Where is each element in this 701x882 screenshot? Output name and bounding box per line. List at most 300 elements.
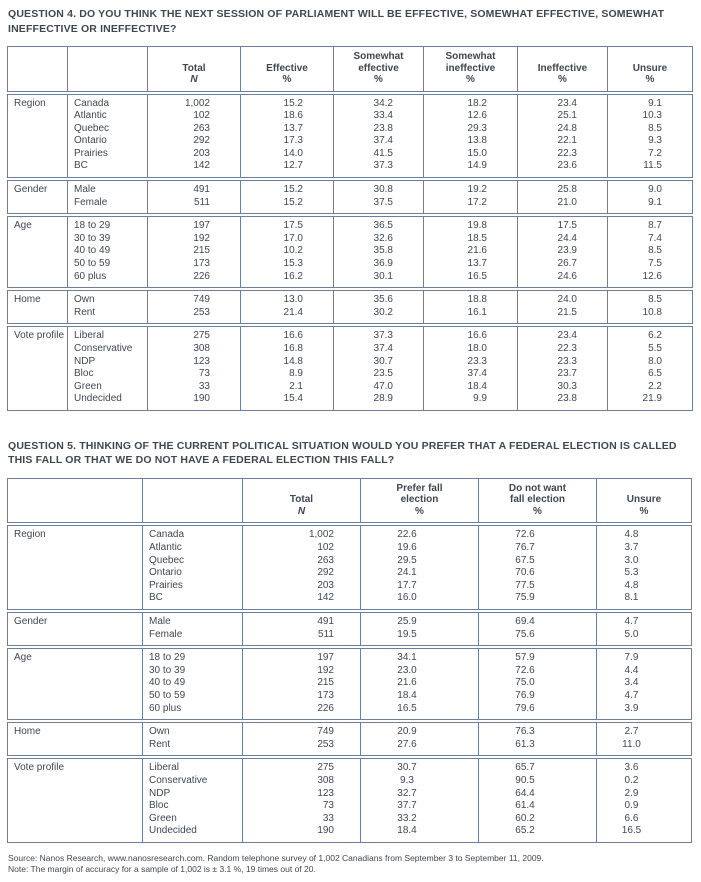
value: 16.2 <box>283 270 303 282</box>
row-labels-cell <box>67 180 147 214</box>
value: 192 <box>317 664 334 676</box>
value: 22.3 <box>557 147 577 159</box>
row-label: NDP <box>74 355 96 367</box>
value-cell <box>242 758 360 843</box>
value: 11.0 <box>622 738 641 750</box>
group-label-cell: Gender <box>7 180 67 214</box>
value-cell <box>423 216 517 288</box>
value: 70.6 <box>515 567 535 579</box>
group-row <box>7 648 692 720</box>
value: 226 <box>193 270 210 282</box>
column-header-cell <box>478 478 596 524</box>
value-cell <box>242 612 360 646</box>
row-label: 18 to 29 <box>74 220 111 232</box>
value-cell <box>423 94 517 179</box>
value: 7.4 <box>648 232 662 244</box>
row-label: Liberal <box>74 330 105 342</box>
row-label: BC <box>74 160 88 172</box>
column-header-cell <box>147 46 240 92</box>
value: 197 <box>317 652 334 664</box>
row-label: 30 to 39 <box>74 232 111 244</box>
value-cell <box>596 648 692 720</box>
value: 24.8 <box>557 122 577 134</box>
value: 30.8 <box>373 184 393 196</box>
value-cell <box>360 722 478 756</box>
value: 4.8 <box>624 529 639 541</box>
value: 18.2 <box>467 97 487 109</box>
column-header-label: Total <box>289 494 314 506</box>
value-cell <box>423 180 517 214</box>
value: 13.7 <box>283 122 303 134</box>
value: 7.2 <box>648 147 662 159</box>
value: 22.3 <box>557 343 577 354</box>
value-cell <box>517 94 607 179</box>
value: 37.4 <box>373 135 393 147</box>
header-empty-group-cell <box>7 46 67 92</box>
value-cell <box>240 216 333 288</box>
value: 9.3 <box>400 774 414 786</box>
value: 16.5 <box>467 270 487 282</box>
value: 16.6 <box>467 330 487 342</box>
value: 23.3 <box>557 355 577 367</box>
column-header-label: election <box>400 494 439 506</box>
value: 8.0 <box>648 355 662 367</box>
column-header-unit: % <box>558 74 567 85</box>
value: 17.5 <box>283 220 303 232</box>
row-label: BC <box>149 592 163 604</box>
value: 123 <box>193 355 210 367</box>
value: 511 <box>194 196 210 208</box>
row-labels-cell <box>142 648 242 720</box>
column-header-unit: % <box>374 74 383 85</box>
value: 16.1 <box>467 306 487 318</box>
value: 142 <box>317 592 334 604</box>
value: 12.7 <box>283 160 303 172</box>
group-row <box>7 525 692 610</box>
value: 15.0 <box>467 147 487 159</box>
column-header-label: Prefer fall <box>396 482 443 494</box>
value-cell <box>607 94 693 179</box>
row-label: 40 to 49 <box>74 245 111 257</box>
value: 36.9 <box>373 258 393 270</box>
value: 23.6 <box>557 160 577 172</box>
row-labels-cell <box>67 290 147 324</box>
value-cell <box>147 94 240 179</box>
value: 33 <box>198 380 210 392</box>
value: 19.6 <box>397 542 417 554</box>
table-body <box>7 94 693 411</box>
value-cell <box>333 180 423 214</box>
value: 308 <box>317 774 334 786</box>
group-row <box>7 612 692 646</box>
value: 12.6 <box>642 270 662 282</box>
value: 3.4 <box>624 677 639 689</box>
value: 32.6 <box>373 232 393 244</box>
value-cell <box>596 758 692 843</box>
value: 33 <box>322 812 334 824</box>
value: 2.2 <box>648 380 662 392</box>
row-label: 40 to 49 <box>149 677 186 689</box>
row-labels-cell <box>67 94 147 179</box>
value: 292 <box>193 135 210 147</box>
value-cell <box>333 216 423 288</box>
column-header-cell <box>596 478 692 524</box>
question5-table <box>7 476 692 845</box>
value: 23.4 <box>557 330 577 342</box>
value: 41.5 <box>373 147 393 159</box>
row-label: Atlantic <box>74 110 107 122</box>
value: 13.7 <box>467 258 487 270</box>
column-header-label: Ineffective <box>537 62 588 74</box>
value: 79.6 <box>515 702 535 714</box>
row-label: Quebec <box>74 122 110 134</box>
value: 2.9 <box>624 787 639 799</box>
value: 190 <box>193 393 210 405</box>
value: 215 <box>317 677 334 689</box>
value: 7.5 <box>648 258 662 270</box>
value: 18.0 <box>467 343 487 354</box>
value-cell <box>147 180 240 214</box>
table-header <box>7 478 692 524</box>
header-empty-group-cell <box>7 478 142 524</box>
value: 6.5 <box>648 368 662 380</box>
value: 73 <box>198 368 210 380</box>
row-label: Conservative <box>149 774 208 786</box>
value: 16.5 <box>621 825 642 837</box>
value: 76.7 <box>515 542 535 554</box>
value-cell <box>517 180 607 214</box>
group-row <box>7 326 693 411</box>
column-header-unit: % <box>533 505 542 517</box>
row-label: Ontario <box>74 135 107 147</box>
value-cell <box>517 216 607 288</box>
row-label: Canada <box>74 97 110 109</box>
value: 65.7 <box>515 762 535 774</box>
row-label: Female <box>149 628 183 640</box>
source-note: Source: Nanos Research, www.nanosresearch.com. Random telephone survey of 1,002 Canadians from September 3 to September 11, 2009. <box>8 852 544 863</box>
value: 22.6 <box>397 529 417 541</box>
value: 25.9 <box>397 616 417 628</box>
value: 5.5 <box>648 343 662 354</box>
value: 10.8 <box>642 306 662 318</box>
value: 23.4 <box>557 97 577 109</box>
value: 26.7 <box>557 258 577 270</box>
column-header-label: fall election <box>509 494 565 506</box>
value: 32.7 <box>397 787 417 799</box>
value: 67.5 <box>515 554 535 566</box>
value: 65.2 <box>515 825 535 837</box>
value: 15.4 <box>283 393 303 405</box>
value: 30.7 <box>373 355 393 367</box>
value: 35.8 <box>373 245 393 257</box>
value: 90.5 <box>515 774 535 786</box>
row-label: Prairies <box>149 579 183 591</box>
value-cell <box>242 525 360 610</box>
value: 192 <box>193 232 210 244</box>
row-label: 30 to 39 <box>149 664 186 676</box>
value-cell <box>478 648 596 720</box>
value: 491 <box>193 184 210 196</box>
value-cell <box>607 326 693 411</box>
value: 37.7 <box>397 800 417 812</box>
value: 37.3 <box>373 160 393 172</box>
row-labels-cell <box>142 758 242 843</box>
value-cell <box>240 94 333 179</box>
value: 8.5 <box>648 245 662 257</box>
column-header-unit: % <box>282 74 292 85</box>
value: 9.9 <box>473 393 487 405</box>
value: 27.6 <box>397 738 417 750</box>
row-label: Green <box>149 812 177 824</box>
value: 102 <box>317 542 334 554</box>
value: 30.3 <box>557 380 577 392</box>
value: 2.7 <box>624 726 639 738</box>
value-cell <box>242 722 360 756</box>
value-cell <box>478 612 596 646</box>
value: 2.1 <box>289 380 303 392</box>
column-header-unit: % <box>466 74 475 85</box>
question4-title: QUESTION 4. DO YOU THINK THE NEXT SESSION OF PARLIAMENT WILL BE EFFECTIVE, SOMEWHAT EFFECTIVE, SOMEWHAT INEFFECTIVE OR INEFFECTIVE? <box>8 8 665 35</box>
value: 60.2 <box>515 812 535 824</box>
value: 253 <box>193 306 210 318</box>
value: 491 <box>317 616 334 628</box>
value: 25.1 <box>557 110 577 122</box>
value: 30.2 <box>373 306 393 318</box>
row-label: Ontario <box>149 567 182 579</box>
group-row <box>7 290 693 324</box>
value: 21.5 <box>557 306 577 318</box>
value-cell <box>360 758 478 843</box>
value: 17.7 <box>397 579 417 591</box>
group-row <box>7 180 693 214</box>
value: 33.2 <box>397 812 417 824</box>
value: 23.5 <box>373 368 393 380</box>
column-header-label: Somewhat <box>353 51 404 62</box>
value: 13.8 <box>467 135 487 147</box>
group-row <box>7 758 692 843</box>
value: 15.2 <box>283 196 303 208</box>
value: 7.9 <box>624 652 639 664</box>
table-header <box>7 46 693 92</box>
value: 37.4 <box>467 368 487 380</box>
column-header-label: Unsure <box>632 62 668 74</box>
header-row <box>7 478 692 524</box>
value: 23.8 <box>557 393 577 405</box>
value: 275 <box>317 762 334 774</box>
row-label: 50 to 59 <box>149 690 186 701</box>
group-label-cell: Vote profile <box>7 758 142 843</box>
value: 57.9 <box>515 652 535 664</box>
value: 77.5 <box>515 579 535 591</box>
value: 215 <box>193 245 210 257</box>
column-header-cell <box>360 478 478 524</box>
value: 61.3 <box>515 738 535 750</box>
value: 64.4 <box>515 787 535 799</box>
value: 72.6 <box>515 529 535 541</box>
value: 76.3 <box>515 726 535 738</box>
row-label: Own <box>149 726 170 738</box>
value-cell <box>423 290 517 324</box>
group-label-cell: Region <box>7 94 67 179</box>
column-header-unit: % <box>645 74 655 85</box>
group-label-cell: Home <box>7 722 142 756</box>
value: 6.2 <box>648 330 662 342</box>
value: 292 <box>317 567 334 579</box>
value: 15.2 <box>283 97 303 109</box>
row-label: Own <box>74 294 95 306</box>
row-label: 60 plus <box>74 270 107 282</box>
row-label: Green <box>74 380 102 392</box>
value: 197 <box>193 220 210 232</box>
value: 34.2 <box>373 97 393 109</box>
value: 20.9 <box>397 726 417 738</box>
value: 263 <box>193 122 210 134</box>
value-cell <box>240 180 333 214</box>
value: 28.9 <box>373 393 393 405</box>
value: 17.5 <box>557 220 577 232</box>
value: 24.6 <box>557 270 577 282</box>
value: 61.4 <box>515 800 535 812</box>
value: 18.6 <box>283 110 303 122</box>
row-label: Rent <box>149 738 171 750</box>
row-label: Canada <box>149 529 185 541</box>
value-cell <box>517 290 607 324</box>
value: 19.8 <box>467 220 487 232</box>
value-cell <box>360 648 478 720</box>
group-label-cell: Region <box>7 525 142 610</box>
value: 203 <box>317 579 334 591</box>
value: 11.5 <box>643 160 662 172</box>
value-cell <box>147 326 240 411</box>
value: 47.0 <box>373 380 393 392</box>
column-header-cell <box>240 46 333 92</box>
row-label: Undecided <box>74 393 122 405</box>
value-cell <box>333 326 423 411</box>
value: 12.6 <box>467 110 487 122</box>
value-cell <box>333 94 423 179</box>
value: 75.6 <box>515 628 535 640</box>
value: 37.4 <box>373 343 393 354</box>
value: 173 <box>193 258 210 270</box>
value-cell <box>607 290 693 324</box>
value: 15.3 <box>283 258 303 270</box>
value: 35.6 <box>373 294 393 306</box>
value: 18.4 <box>467 380 487 392</box>
value: 102 <box>193 110 210 122</box>
value-cell <box>240 290 333 324</box>
value: 34.1 <box>397 652 417 664</box>
value: 23.9 <box>557 245 577 257</box>
value: 4.7 <box>624 690 639 701</box>
value: 30.1 <box>373 270 393 282</box>
value: 22.1 <box>557 135 577 147</box>
value: 10.2 <box>283 245 303 257</box>
value-cell <box>596 525 692 610</box>
value: 142 <box>193 160 210 172</box>
value: 123 <box>317 787 334 799</box>
group-label-cell: Gender <box>7 612 142 646</box>
value: 1,002 <box>308 529 334 541</box>
value: 8.9 <box>289 368 303 380</box>
value: 4.4 <box>624 664 639 676</box>
row-labels-cell <box>142 612 242 646</box>
row-label: Atlantic <box>149 542 182 554</box>
value: 8.5 <box>648 294 662 306</box>
value-cell <box>360 525 478 610</box>
value: 9.1 <box>648 97 662 109</box>
value: 18.4 <box>397 690 417 701</box>
value-cell <box>333 290 423 324</box>
value: 23.3 <box>467 355 487 367</box>
row-label: 60 plus <box>149 702 182 714</box>
row-label: NDP <box>149 787 171 799</box>
value: 21.4 <box>283 306 303 318</box>
value: 263 <box>317 554 334 566</box>
margin-of-error-note: Note: The margin of accuracy for a sample of 1,002 is ± 3.1 %, 19 times out of 20. <box>8 863 316 874</box>
value: 14.0 <box>283 147 303 159</box>
value: 253 <box>317 738 334 750</box>
value: 4.7 <box>624 616 639 628</box>
value: 37.3 <box>373 330 393 342</box>
value: 24.1 <box>397 567 417 579</box>
value: 17.0 <box>283 232 303 244</box>
value: 8.1 <box>624 592 639 604</box>
column-header-unit: % <box>415 505 424 517</box>
value: 16.8 <box>283 343 303 354</box>
value: 19.5 <box>397 628 417 640</box>
column-header-unit: % <box>639 505 649 517</box>
group-label-cell: Age <box>7 216 67 288</box>
group-label-cell: Home <box>7 290 67 324</box>
value: 9.0 <box>648 184 662 196</box>
value: 16.6 <box>283 330 303 342</box>
value: 72.6 <box>515 664 535 676</box>
group-label-cell: Vote profile <box>7 326 67 411</box>
value-cell <box>517 326 607 411</box>
value: 0.9 <box>624 800 639 812</box>
question4-table <box>7 44 693 413</box>
column-header-label: Effective <box>266 62 308 74</box>
row-labels-cell <box>67 326 147 411</box>
value-cell <box>360 612 478 646</box>
value: 203 <box>193 147 210 159</box>
row-label: Conservative <box>74 343 133 354</box>
value: 17.3 <box>283 135 303 147</box>
value: 76.9 <box>515 690 535 701</box>
header-row <box>7 46 693 92</box>
value: 23.0 <box>397 664 417 676</box>
value: 5.0 <box>624 628 639 640</box>
row-label: Bloc <box>74 368 94 380</box>
value: 37.5 <box>373 196 393 208</box>
value-cell <box>596 612 692 646</box>
value: 36.5 <box>373 220 393 232</box>
value-cell <box>240 326 333 411</box>
value: 16.5 <box>397 702 417 714</box>
group-row <box>7 94 693 179</box>
value: 29.5 <box>397 554 417 566</box>
value: 21.6 <box>397 677 417 689</box>
column-header-cell <box>333 46 423 92</box>
value-cell <box>478 722 596 756</box>
row-label: Quebec <box>149 554 185 566</box>
row-label: Male <box>74 184 96 196</box>
row-label: Undecided <box>149 825 197 837</box>
value: 190 <box>317 825 334 837</box>
value: 23.8 <box>373 122 393 134</box>
value: 511 <box>318 628 334 640</box>
column-header-label: Somewhat <box>445 51 496 62</box>
